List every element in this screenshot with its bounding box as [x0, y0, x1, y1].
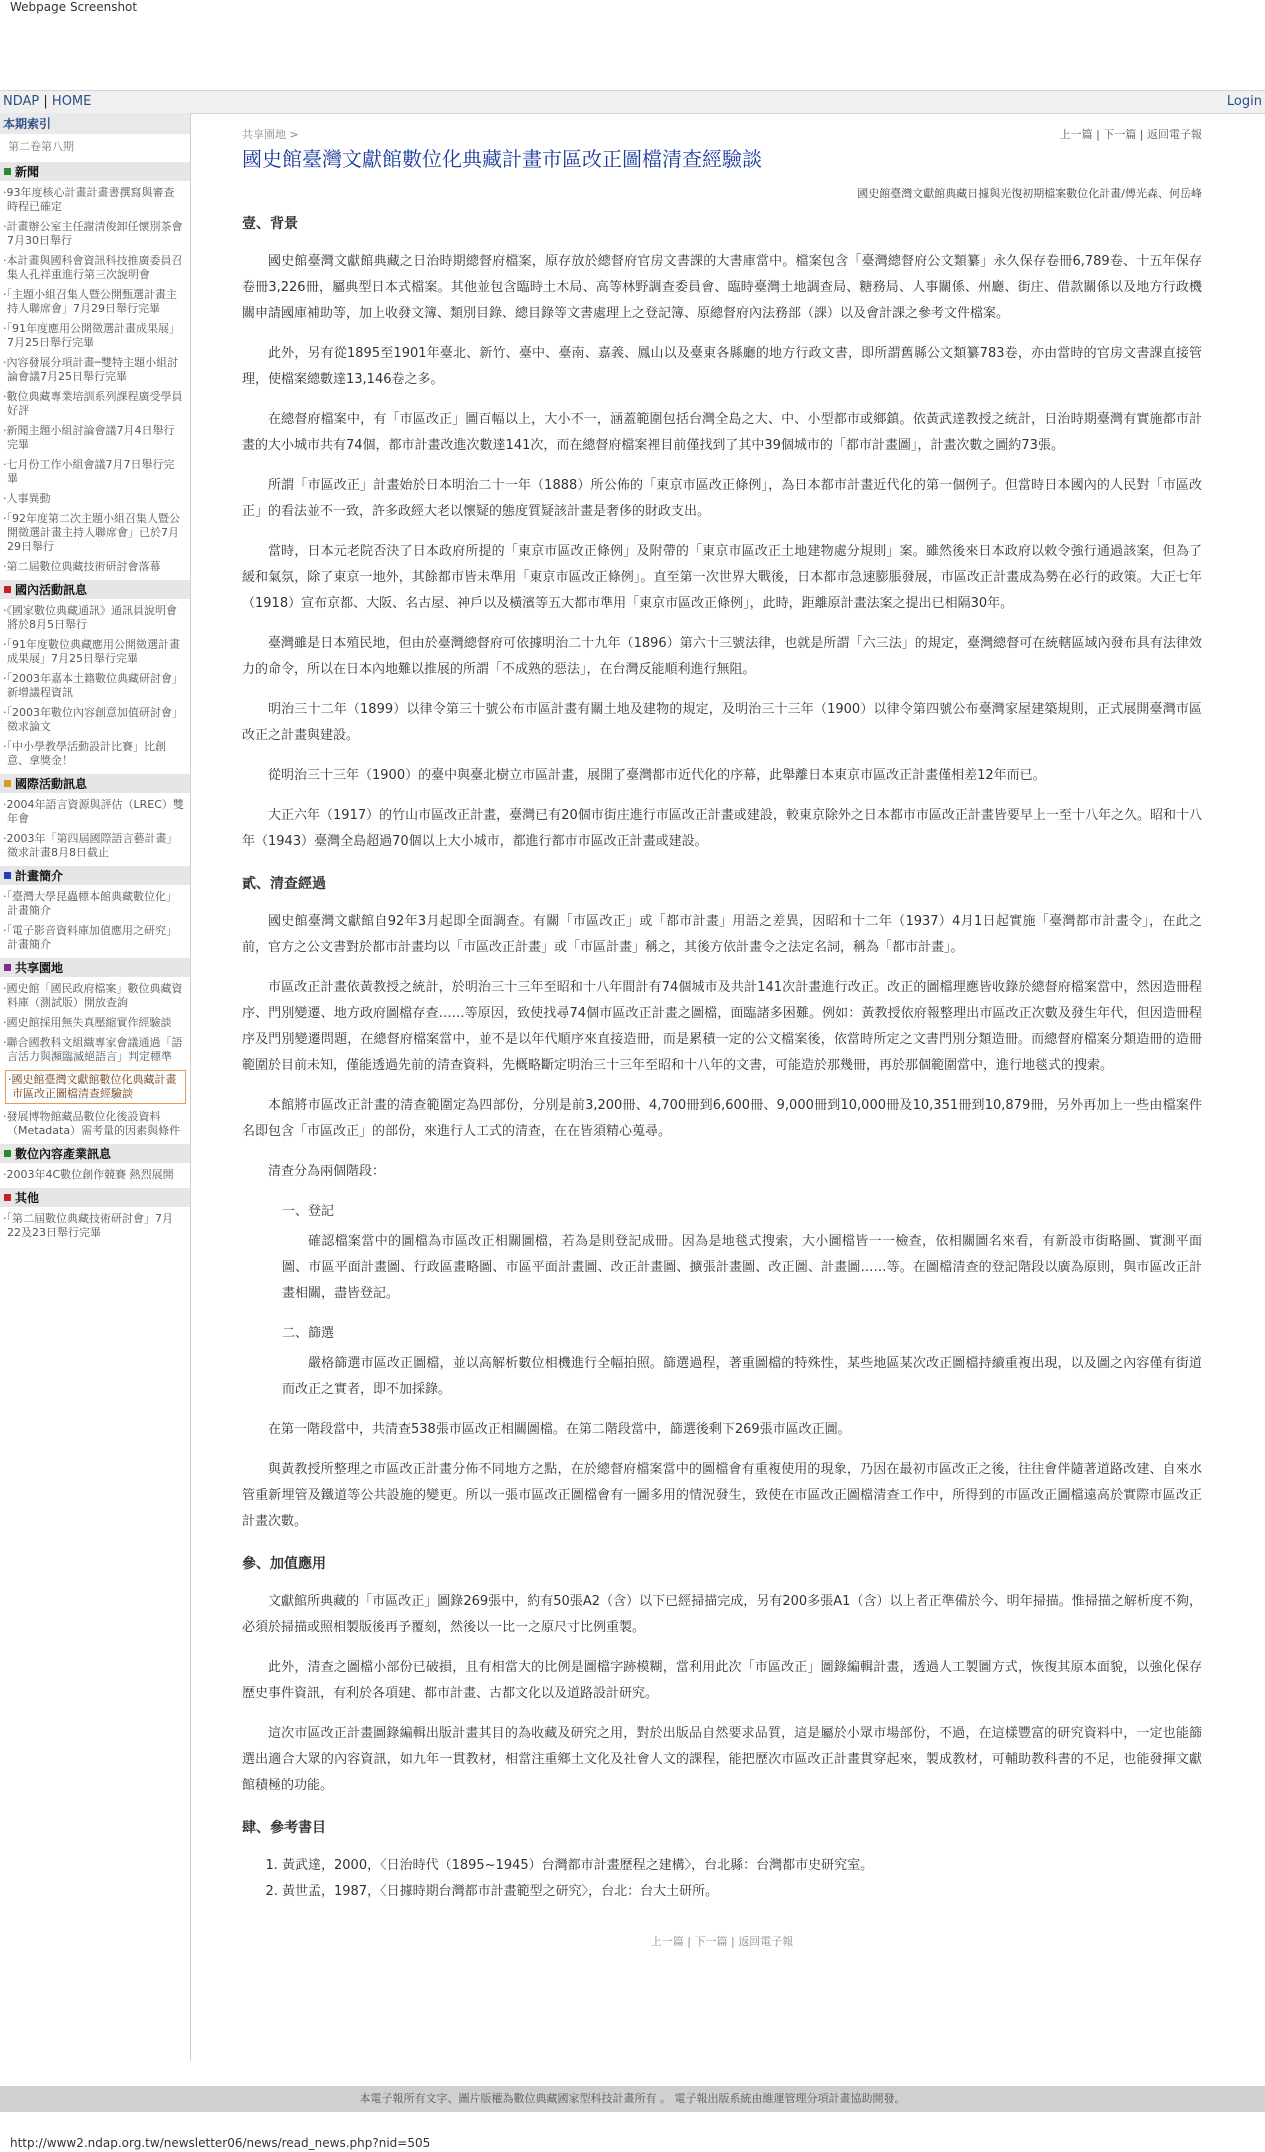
login-link[interactable]: Login [1226, 94, 1262, 109]
section-title: 國內活動訊息 [15, 583, 88, 597]
sidebar-news-link[interactable]: ‧本計畫與國科會資訊科技推廣委員召集人孔祥重進行第三次說明會 [3, 254, 183, 281]
article-paragraph: 從明治三十三年（1900）的臺中與臺北樹立市區計畫，展開了臺灣都市近代化的序幕，此舉離日本東京市區改正計畫僅相差12年而已。 [268, 768, 1046, 783]
application-paragraphs [242, 1589, 1202, 1799]
sidebar [0, 113, 191, 2061]
background-paragraphs [242, 249, 1202, 855]
section-title: 新聞 [15, 165, 40, 179]
reference-list [242, 1853, 1202, 1905]
sidebar-news-link[interactable]: ‧「91年度數位典藏應用公開徵選計畫成果展」7月25日舉行完畢 [3, 638, 180, 665]
sidebar-news-link[interactable]: ‧人事異動 [3, 492, 51, 505]
article-paragraph: 臺灣雖是日本殖民地，但由於臺灣總督府可依據明治二十九年（1896）第六十三號法律，也就是所謂「六三法」的規定，臺灣總督可在統轄區域內發布具有法律效力的命令，所以在日本內地難以推展的所謂「不成熟的惡法」，在台灣反能順利進行無阻。 [242, 636, 1202, 677]
sidebar-news-link[interactable]: ‧國史館臺灣文獻館數位化典藏計畫市區改正圖檔清查經驗談 [5, 1070, 186, 1104]
top-navigation-bar [0, 90, 1265, 114]
sidebar-news-link[interactable]: ‧數位典藏專業培訓系列課程廣受學員好評 [3, 390, 183, 417]
sidebar-news-link[interactable]: ‧新聞主題小組討論會議7月4日舉行完畢 [3, 424, 175, 451]
section-bullet-icon [4, 586, 11, 593]
sidebar-news-link[interactable]: ‧《國家數位典藏通訊》通訊員說明會將於8月5日舉行 [3, 604, 177, 631]
sidebar-sections [0, 162, 190, 1240]
sidebar-news-link[interactable]: ‧「2003年嘉本土籍數位典藏研討會」新增議程資訊 [3, 672, 183, 699]
section-heading-background: 壹、背景 [242, 216, 298, 232]
sidebar-news-link[interactable]: ‧七月份工作小組會議7月7日舉行完畢 [3, 458, 175, 485]
sidebar-news-link[interactable]: ‧「主題小組召集人暨公開甄選計畫主持人聯席會」7月29日舉行完畢 [3, 288, 177, 315]
article-paragraph: 與黃教授所整理之市區改正計畫分佈不同地方之點，在於總督府檔案當中的圖檔會有重複使用的現象，乃因在最初市區改正之後，往往會伴隨著道路改建、自來水管重新埋管及鐵道等公共設施的變更。所以一張市區改正圖檔會有一圖多用的情況發生，致使在市區改正圖檔清查工作中，所得到的市區改正圖檔遠高於實際市區改正計畫次數。 [242, 1462, 1202, 1529]
section-title: 數位內容產業訊息 [15, 1147, 112, 1161]
sidebar-section-heading [0, 958, 190, 977]
article-paragraph: 本館將市區改正計畫的清查範圍定為四部份，分別是前3,200冊、4,700冊到6,600冊、9,000冊到10,000冊及10,351冊到10,879冊，另外再加上一些由檔案件名即包含「市區改正」的部份，來進行人工式的清查，在在皆須精心蒐尋。 [242, 1098, 1202, 1139]
article-paragraph: 大正六年（1917）的竹山市區改正計畫，臺灣已有20個市街庄進行市區改正計畫或建設，較東京除外之日本都市市區改正計畫皆要早上一至十八年之久。昭和十八年（1943）臺灣全島超過70個以上大小城市，都進行都市市區改正計畫或建設。 [242, 808, 1202, 849]
article-paragraph: 所謂「市區改正」計畫始於日本明治二十一年（1888）所公佈的「東京市區改正條例」，為日本都市計畫近代化的第一個例子。但當時日本國內的人民對「市區改正」的看法並不一致，許多政經大老以懷疑的態度質疑該計畫是奢侈的財政支出。 [242, 478, 1202, 519]
sidebar-section-heading [0, 1144, 190, 1163]
sidebar-news-link[interactable]: ‧「2003年數位內容創意加值研討會」徵求論文 [3, 706, 183, 733]
sidebar-section-heading [0, 162, 190, 181]
sidebar-news-link[interactable]: ‧「第二屆數位典藏技術研討會」7月22及23日舉行完畢 [3, 1212, 173, 1239]
article-paragraph: 市區改正計畫依黃教授之統計，於明治三十三年至昭和十八年間計有74個城市及共計141次計畫進行改正。改正的圖檔理應皆收錄於總督府檔案當中，然因造冊程序、門別變遷、地方政府圖檔存查……等原因，致使找尋74個市區改正計畫之圖檔，面臨諸多困難。例如：黃教授依府報整理出市區改正次數及發生年代，但因造冊程序及門別變遷問題，在總督府檔案當中，並不是以年代順序來直接造冊，而是累積一定的公文檔案後，依當時所定之文書門別分類造冊。而總督府檔案分類造冊的造冊範圍於目前未知，僅能透過先前的清查資料，先概略斷定明治三十三年至昭和十八年的文書，可能造於那幾冊，再於那個範圍當中，進行地毯式的搜索。 [242, 980, 1202, 1073]
reference-item: 1. 黃武達，2000，〈日治時代（1895~1945）台灣都市計畫歷程之建構〉，台北縣：台灣都市史研究室。 [282, 1853, 1202, 1879]
sidebar-news-link[interactable]: ‧2003年「第四屆國際語言藝計畫」徵求計畫8月8日截止 [3, 832, 178, 859]
process-result-paragraphs [242, 1417, 1202, 1535]
sidebar-news-link[interactable]: ‧「91年度應用公開徵選計畫成果展」7月25日舉行完畢 [3, 322, 180, 349]
step-2-title: 二、篩選 [282, 1326, 335, 1341]
step-1-title: 一、登記 [282, 1204, 335, 1219]
section-bullet-icon [4, 872, 11, 879]
nav-separator: | [43, 94, 48, 109]
sidebar-header: 本期索引 [0, 113, 190, 134]
article-paragraph: 文獻館所典藏的「市區改正」圖錄269張中，約有50張A2（含）以下已經掃描完成，另有200多張A1（含）以上者正準備於今、明年掃描。惟掃描之解析度不夠，必須於掃描或照相製版後再予覆刻，然後以一比一之原尺寸比例重製。 [242, 1594, 1202, 1635]
article-paragraph: 這次市區改正計畫圖錄編輯出版計畫其目的為收藏及研究之用，對於出版品自然要求品質，這是屬於小眾市場部份，不過，在這樣豐富的研究資料中，一定也能篩選出適合大眾的內容資訊，如九年一貫教材，相當注重鄉土文化及社會人文的課程，能把歷次市區改正計畫貫穿起來，製成教材，可輔助教科書的不足，也能發揮文獻館積極的功能。 [242, 1726, 1202, 1793]
sidebar-news-link[interactable]: ‧「臺灣大學昆蟲標本館典藏數位化」計畫簡介 [3, 890, 177, 917]
breadcrumb[interactable]: 共享園地 > [242, 128, 299, 141]
process-paragraphs [242, 909, 1202, 1185]
sidebar-news-link[interactable]: ‧第二屆數位典藏技術研討會落幕 [3, 560, 161, 573]
sidebar-news-link[interactable]: ‧「中小學教學活動設計比賽」比創意、拿獎金！ [3, 740, 166, 767]
sidebar-news-link[interactable]: ‧國史館「國民政府檔案」數位典藏資料庫（測試版）開放查詢 [3, 982, 183, 1009]
article-title: 國史館臺灣文獻館數位化典藏計畫市區改正圖檔清查經驗談 [242, 147, 762, 171]
section-title: 計畫簡介 [15, 869, 64, 883]
sidebar-news-link[interactable]: ‧聯合國教科文組織專家會議通過「語言活力與瀕臨滅絕語言」判定標準 [3, 1036, 183, 1063]
sidebar-news-link[interactable]: ‧發展博物館藏品數位化後設資料（Metadata）需考量的因素與條件 [3, 1110, 181, 1137]
article-body [242, 209, 1202, 1905]
section-bullet-icon [4, 1194, 11, 1201]
article-paragraph: 明治三十二年（1899）以律令第三十號公布市區計畫有關土地及建物的規定，及明治三十三年（1900）以律令第四號公布臺灣家屋建築規則，正式展開臺灣市區改正之計畫與建設。 [242, 702, 1202, 743]
home-link[interactable]: HOME [51, 94, 92, 109]
article-paragraph: 國史館臺灣文獻館典藏之日治時期總督府檔案，原存放於總督府官房文書課的大書庫當中。檔案包含「臺灣總督府公文類纂」永久保存卷冊6,789卷、十五年保存卷冊3,226冊，屬典型日本式檔案。其他並包含臨時土木局、高等林野調查委員會、臨時臺灣土地調查局、糖務局、人事關係、州廳、街庄、借款關係以及地方行政機關申請國庫補助等，加上收發文簿、類別目錄、總目錄等文書處理上之登記簿、原總督府內法務部（課）以及會計課之參考文件檔案。 [242, 254, 1202, 321]
sidebar-news-link[interactable]: ‧計畫辦公室主任謝清俊卸任懷別茶會7月30日舉行 [3, 220, 183, 247]
sidebar-section-heading [0, 1188, 190, 1207]
step-2-body: 嚴格篩選市區改正圖檔，並以高解析數位相機進行全幅拍照。篩選過程，著重圖檔的特殊性，某些地區某次改正圖檔持續重複出現，以及圖之內容僅有街道而改正之實者，即不加採錄。 [282, 1356, 1202, 1397]
sidebar-news-link[interactable]: ‧2003年4C數位創作競賽 熱烈展開 [3, 1168, 174, 1181]
article-paragraph: 國史館臺灣文獻館自92年3月起即全面調查。有關「市區改正」或「都市計畫」用語之差異，因昭和十二年（1937）4月1日起實施「臺灣都市計畫令」，在此之前，官方之公文書對於都市計畫均以「市區改正計畫」或「市區計畫」稱之，其後方依計畫令之法定名詞，稱為「都市計畫」。 [242, 914, 1202, 955]
page-navigation-bottom[interactable]: 上一篇 | 下一篇 | 返回電子報 [650, 1935, 794, 1948]
article-paragraph: 此外，清查之圖檔小部份已破損，且有相當大的比例是圖檔字跡模糊，當利用此次「市區改正」圖錄編輯計畫，透過人工製圖方式，恢復其原本面貌，以強化保存歷史事件資訊，有利於各項建、都市計畫、古都文化以及道路設計研究。 [242, 1660, 1202, 1701]
main-content [242, 113, 1202, 1959]
article-author: 國史館臺灣文獻館典藏日據與光復初期檔案數位化計畫/傅光森、何岳峰 [857, 187, 1202, 200]
article-paragraph: 清查分為兩個階段： [268, 1164, 386, 1179]
ndap-link[interactable]: NDAP [3, 94, 40, 109]
article-paragraph: 當時，日本元老院否決了日本政府所提的「東京市區改正條例」及附帶的「東京市區改正土地建物處分規則」案。雖然後來日本政府以敕令強行通過該案，但為了緩和氣氛，除了東京一地外，其餘都市皆未準用「東京市區改正條例」。直至第一次世界大戰後，日本都市急速膨脹發展，市區改正計畫成為勢在必行的政策。大正七年（1918）宣布京都、大阪、名古屋、神戶以及橫濱等五大都市準用「東京市區改正條例」，此時，距離原計畫法案之提出已相隔30年。 [242, 544, 1202, 611]
section-bullet-icon [4, 780, 11, 787]
section-bullet-icon [4, 168, 11, 175]
page-url: http://www2.ndap.org.tw/newsletter06/news/read_news.php?nid=505 [10, 2136, 431, 2150]
article-paragraph: 在總督府檔案中，有「市區改正」圖百幅以上，大小不一，涵蓋範圍包括台灣全島之大、中、小型都市或鄉鎮。依黃武達教授之統計，日治時期臺灣有實施都市計畫的大小城市共有74個，都市計畫改進次數達141次，而在總督府檔案裡目前僅找到了其中39個城市的「都市計畫圖」，計畫次數之圖約73張。 [242, 412, 1202, 453]
screenshot-caption: Webpage Screenshot [10, 0, 138, 14]
article-paragraph: 此外，另有從1895至1901年臺北、新竹、臺中、臺南、嘉義、鳳山以及臺東各縣廳的地方行政文書，即所謂舊縣公文類纂783卷，亦由當時的官房文書課直接管理，使檔案總數達13,146卷之多。 [242, 346, 1202, 387]
step-1-body: 確認檔案當中的圖檔為市區改正相關圖檔，若為是則登記成冊。因為是地毯式搜索，大小圖檔皆一一檢查，依相關圖名來看，有新設市街略圖、實測平面圖、市區平面計畫圖、行政區畫略圖、市區平面計畫圖、改正計畫圖、擴張計畫圖、改正圖、計畫圖……等。在圖檔清查的登記階段以廣為原則，與市區改正計畫相關，盡皆登記。 [282, 1234, 1202, 1301]
article-paragraph: 在第一階段當中，共清查538張市區改正相關圖檔。在第二階段當中，篩選後剩下269張市區改正圖。 [268, 1422, 851, 1437]
reference-item: 2. 黃世孟，1987，〈日據時期台灣都市計畫範型之研究〉，台北：台大土研所。 [282, 1879, 1202, 1905]
sidebar-news-link[interactable]: ‧「電子影音資料庫加值應用之研究」計畫簡介 [3, 924, 177, 951]
footer: 本電子報所有文字、圖片版權為數位典藏國家型科技計畫所有 。 電子報出版系統由維運管理分項計畫協助開發。 [0, 2086, 1265, 2112]
section-bullet-icon [4, 964, 11, 971]
section-title: 共享園地 [15, 961, 64, 975]
sidebar-news-link[interactable]: ‧93年度核心計畫計畫書撰寫與審查時程已確定 [3, 186, 175, 213]
sidebar-news-link[interactable]: ‧內容發展分項計畫─雙特主題小組討論會議7月25日舉行完畢 [3, 356, 179, 383]
page-navigation-top[interactable]: 上一篇 | 下一篇 | 返回電子報 [1059, 128, 1202, 141]
section-title: 國際活動訊息 [15, 777, 88, 791]
section-heading-application: 參、加值應用 [242, 1556, 326, 1572]
section-bullet-icon [4, 1150, 11, 1157]
section-title: 其他 [15, 1191, 40, 1205]
issue-number: 第二卷第八期 [8, 140, 74, 153]
sidebar-news-link[interactable]: ‧國史館採用無失真壓縮實作經驗談 [3, 1016, 172, 1029]
sidebar-section-heading [0, 866, 190, 885]
sidebar-news-link[interactable]: ‧2004年語言資源與評估（LREC）雙年會 [3, 798, 184, 825]
sidebar-section-heading [0, 774, 190, 793]
section-heading-references: 肆、參考書目 [242, 1820, 326, 1836]
sidebar-news-link[interactable]: ‧「92年度第二次主題小組召集人暨公開徵選計畫主持人聯席會」已於7月29日舉行 [3, 512, 180, 553]
section-heading-process: 貳、清查經過 [242, 876, 326, 892]
sidebar-section-heading [0, 580, 190, 599]
